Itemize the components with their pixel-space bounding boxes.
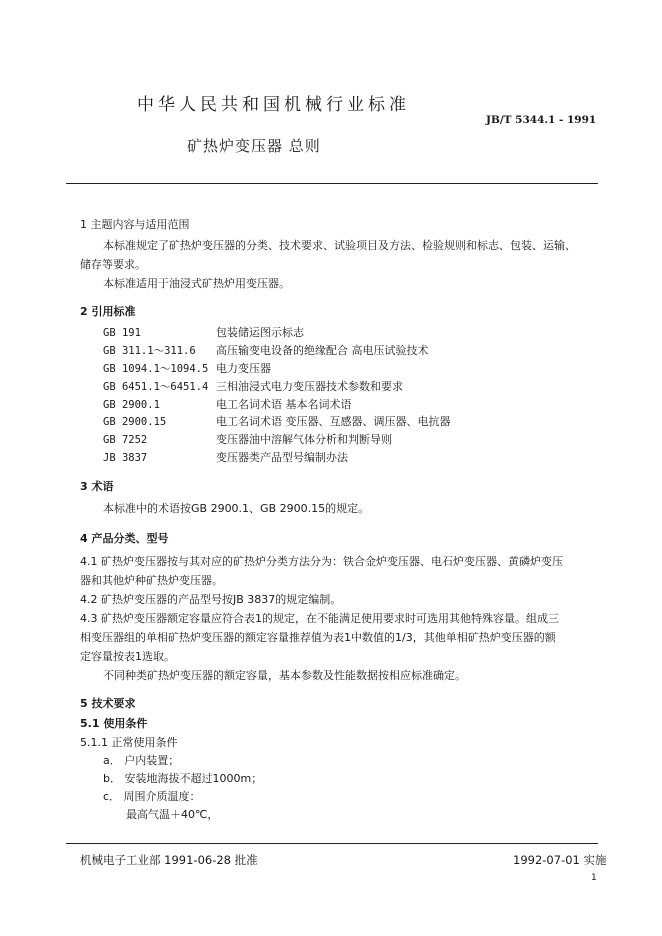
ref-code: GB 311.1～311.6 — [103, 345, 196, 357]
footer-divider — [66, 843, 598, 844]
ref-code: GB 1094.1～1094.5 — [103, 363, 209, 375]
clause-5-1-1-heading: 5.1.1 正常使用条件 — [80, 736, 178, 749]
clause-4-3-cont-1: 相变压器组的单相矿热炉变压器的额定容量推荐值为表1中数值的1/3，其他单相矿热炉变压器的额 — [80, 631, 556, 644]
condition-item-c-detail: 最高气温＋40℃， — [126, 808, 219, 821]
section-2-heading: 2 引用标准 — [80, 305, 136, 318]
section-1-paragraph-1: 本标准规定了矿热炉变压器的分类、技术要求、试验项目及方法、检验规则和标志、包装、运输、 — [103, 239, 576, 252]
clause-4-3-cont-2: 定容量按表1选取。 — [80, 650, 175, 663]
ref-name: 包装储运图示标志 — [216, 326, 304, 339]
condition-item-c: c． 周围介质温度： — [103, 790, 201, 803]
ref-name: 电工名词术语 变压器、互感器、调压器、电抗器 — [216, 415, 451, 428]
standard-code: JB/T 5344.1 - 1991 — [486, 114, 597, 126]
issuing-authority-title: 中华人民共和国机械行业标准 — [137, 95, 410, 115]
clause-4-3: 4.3 矿热炉变压器额定容量应符合表1的规定，在不能满足使用要求时可选用其他特殊容量。组成三 — [80, 612, 559, 625]
section-1-paragraph-1-cont: 储存等要求。 — [80, 258, 146, 271]
ref-code: GB 7252 — [103, 434, 148, 446]
ref-name: 变压器类产品型号编制办法 — [216, 451, 348, 464]
header-divider — [66, 183, 598, 184]
approval-date: 机械电子工业部 1991-06-28 批准 — [80, 853, 258, 867]
clause-4-1: 4.1 矿热炉变压器按与其对应的矿热炉分类方法分为：铁合金炉变压器、电石炉变压器、黄磷炉变压 — [80, 555, 563, 568]
ref-name: 电力变压器 — [216, 362, 271, 375]
ref-code: GB 191 — [103, 327, 141, 339]
clause-4-1-cont: 器和其他炉种矿热炉变压器。 — [80, 574, 223, 587]
section-1-heading: 1 主题内容与适用范围 — [80, 218, 190, 231]
ref-name: 变压器油中溶解气体分析和判断导则 — [216, 433, 392, 446]
ref-code: GB 2900.15 — [103, 416, 167, 428]
ref-code: JB 3837 — [103, 452, 148, 464]
clause-4-4: 不同种类矿热炉变压器的额定容量，基本参数及性能数据按相应标准确定。 — [103, 669, 466, 682]
ref-name: 三相油浸式电力变压器技术参数和要求 — [216, 380, 403, 393]
section-3-paragraph: 本标准中的术语按GB 2900.1、GB 2900.15的规定。 — [103, 502, 370, 515]
ref-code: GB 6451.1～6451.4 — [103, 381, 209, 393]
ref-name: 电工名词术语 基本名词术语 — [216, 398, 352, 411]
section-5-heading: 5 技术要求 — [80, 697, 136, 710]
section-1-paragraph-2: 本标准适用于油浸式矿热炉用变压器。 — [103, 277, 290, 290]
ref-code: GB 2900.1 — [103, 399, 160, 411]
page-number: 1 — [591, 873, 597, 883]
condition-item-b: b． 安装地海拔不超过1000m； — [103, 772, 263, 785]
effective-date: 1992-07-01 实施 — [513, 853, 607, 867]
clause-4-2: 4.2 矿热炉变压器的产品型号按JB 3837的规定编制。 — [80, 593, 342, 606]
clause-5-1-heading: 5.1 使用条件 — [80, 717, 148, 730]
section-3-heading: 3 术语 — [80, 480, 114, 493]
condition-item-a: a． 户内装置； — [103, 754, 180, 767]
document-title: 矿热炉变压器 总则 — [187, 137, 321, 155]
ref-name: 高压输变电设备的绝缘配合 高电压试验技术 — [216, 344, 429, 357]
section-4-heading: 4 产品分类、型号 — [80, 532, 169, 545]
